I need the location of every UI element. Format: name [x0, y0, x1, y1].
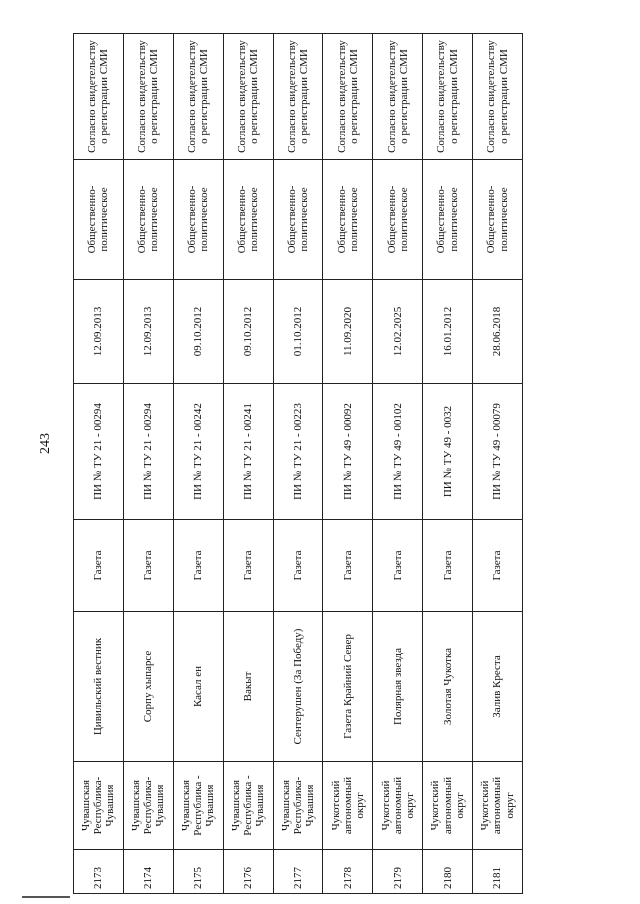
row-number-cell: 2179 [373, 850, 423, 894]
distribution-territory-cell: Согласно свидетельству о регистрации СМИ [74, 34, 124, 160]
specialization-cell: Общественно-политическое [473, 160, 523, 280]
row-number-cell: 2177 [273, 850, 323, 894]
specialization-cell: Общественно-политическое [74, 160, 124, 280]
specialization-cell: Общественно-политическое [273, 160, 323, 280]
media-registry-table [73, 33, 523, 894]
license-number-cell: ПИ № ТУ 21 - 00294 [123, 384, 173, 520]
row-number-cell: 2174 [123, 850, 173, 894]
table-row [323, 34, 373, 894]
footer-line [22, 896, 70, 898]
table-row [74, 34, 124, 894]
row-number-cell: 2173 [74, 850, 124, 894]
table-row [173, 34, 223, 894]
region-cell: Чувашская Республика-Чувашия [74, 762, 124, 850]
form-cell: Газета [373, 520, 423, 612]
specialization-cell: Общественно-политическое [123, 160, 173, 280]
form-cell: Газета [323, 520, 373, 612]
table-row [123, 34, 173, 894]
distribution-territory-cell: Согласно свидетельству о регистрации СМИ [223, 34, 273, 160]
region-cell: Чукотский автономный округ [323, 762, 373, 850]
row-number-cell: 2180 [423, 850, 473, 894]
publication-name-cell: Цивильский вестник [74, 612, 124, 762]
row-number-cell: 2181 [473, 850, 523, 894]
row-number-cell: 2178 [323, 850, 373, 894]
form-cell: Газета [473, 520, 523, 612]
distribution-territory-cell: Согласно свидетельству о регистрации СМИ [473, 34, 523, 160]
row-number-cell: 2175 [173, 850, 223, 894]
publication-name-cell: Вакыт [223, 612, 273, 762]
publication-name-cell: Сорпу хыпарсе [123, 612, 173, 762]
table-row [423, 34, 473, 894]
distribution-territory-cell: Согласно свидетельству о регистрации СМИ [323, 34, 373, 160]
table-row [273, 34, 323, 894]
publication-name-cell: Газета Крайний Север [323, 612, 373, 762]
license-number-cell: ПИ № ТУ 21 - 00223 [273, 384, 323, 520]
table-body [74, 34, 523, 894]
distribution-territory-cell: Согласно свидетельству о регистрации СМИ [423, 34, 473, 160]
registration-date-cell: 12.02.2025 [373, 280, 423, 384]
registration-date-cell: 01.10.2012 [273, 280, 323, 384]
region-cell: Чувашская Республика - Чувашия [173, 762, 223, 850]
region-cell: Чукотский автономный округ [473, 762, 523, 850]
registration-date-cell: 11.09.2020 [323, 280, 373, 384]
table-row [473, 34, 523, 894]
license-number-cell: ПИ № ТУ 21 - 00294 [74, 384, 124, 520]
publication-name-cell: Золотая Чукотка [423, 612, 473, 762]
table-row [223, 34, 273, 894]
table-row [373, 34, 423, 894]
specialization-cell: Общественно-политическое [323, 160, 373, 280]
license-number-cell: ПИ № ТУ 49 - 0032 [423, 384, 473, 520]
publication-name-cell: Касал ен [173, 612, 223, 762]
specialization-cell: Общественно-политическое [223, 160, 273, 280]
distribution-territory-cell: Согласно свидетельству о регистрации СМИ [373, 34, 423, 160]
region-cell: Чукотский автономный округ [423, 762, 473, 850]
publication-name-cell: Сентерушен (За Победу) [273, 612, 323, 762]
form-cell: Газета [74, 520, 124, 612]
registration-date-cell: 09.10.2012 [223, 280, 273, 384]
specialization-cell: Общественно-политическое [373, 160, 423, 280]
form-cell: Газета [173, 520, 223, 612]
form-cell: Газета [273, 520, 323, 612]
license-number-cell: ПИ № ТУ 49 - 00102 [373, 384, 423, 520]
registration-date-cell: 16.01.2012 [423, 280, 473, 384]
registration-date-cell: 12.09.2013 [123, 280, 173, 384]
region-cell: Чувашская Республика - Чувашия [223, 762, 273, 850]
row-number-cell: 2176 [223, 850, 273, 894]
form-cell: Газета [123, 520, 173, 612]
license-number-cell: ПИ № ТУ 49 - 00079 [473, 384, 523, 520]
specialization-cell: Общественно-политическое [173, 160, 223, 280]
license-number-cell: ПИ № ТУ 21 - 00241 [223, 384, 273, 520]
distribution-territory-cell: Согласно свидетельству о регистрации СМИ [273, 34, 323, 160]
distribution-territory-cell: Согласно свидетельству о регистрации СМИ [173, 34, 223, 160]
form-cell: Газета [223, 520, 273, 612]
registration-date-cell: 09.10.2012 [173, 280, 223, 384]
registration-date-cell: 12.09.2013 [74, 280, 124, 384]
publication-name-cell: Полярная звезда [373, 612, 423, 762]
region-cell: Чувашская Республика-Чувашия [123, 762, 173, 850]
registration-date-cell: 28.06.2018 [473, 280, 523, 384]
specialization-cell: Общественно-политическое [423, 160, 473, 280]
registry-table-rotated [73, 34, 523, 894]
page-number: 243 [38, 433, 53, 454]
form-cell: Газета [423, 520, 473, 612]
distribution-territory-cell: Согласно свидетельству о регистрации СМИ [123, 34, 173, 160]
license-number-cell: ПИ № ТУ 49 - 00092 [323, 384, 373, 520]
publication-name-cell: Залив Креста [473, 612, 523, 762]
region-cell: Чувашская Республика-Чувашия [273, 762, 323, 850]
license-number-cell: ПИ № ТУ 21 - 00242 [173, 384, 223, 520]
region-cell: Чукотский автономный округ [373, 762, 423, 850]
